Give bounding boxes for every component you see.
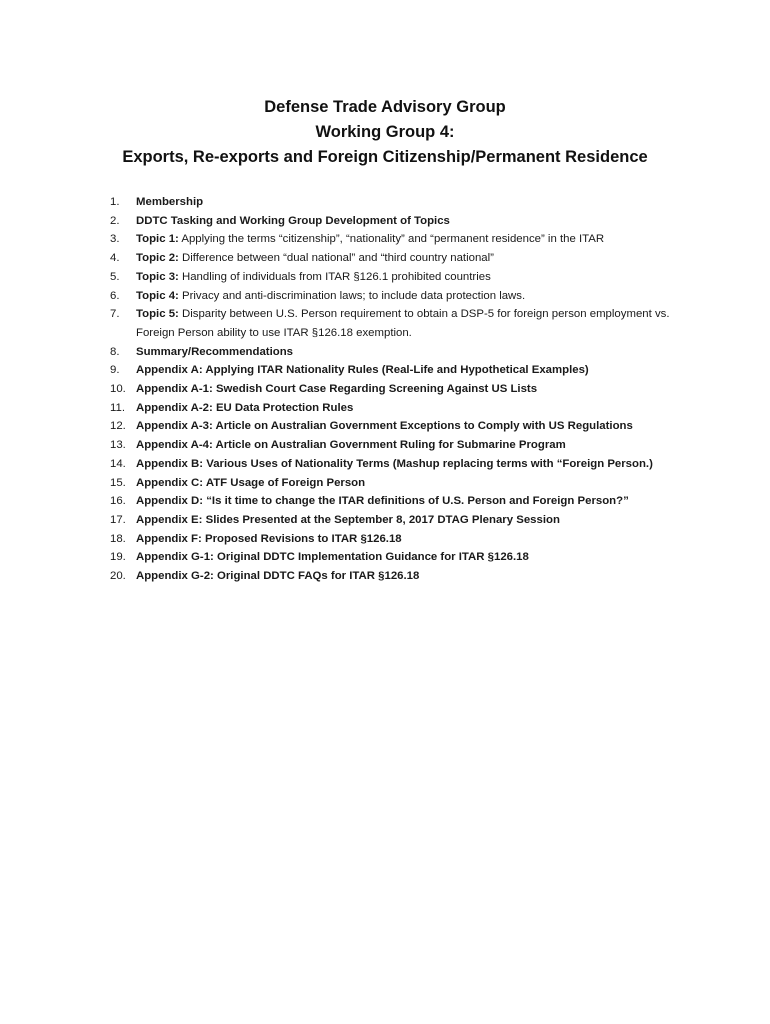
list-item-number: 5. bbox=[110, 270, 120, 283]
list-item-text bbox=[136, 399, 690, 418]
list-item-number: 14. bbox=[110, 457, 126, 470]
list-item-text bbox=[136, 492, 690, 511]
list-item bbox=[110, 511, 690, 530]
list-item-number: 12. bbox=[110, 420, 126, 433]
list-item-text bbox=[136, 212, 690, 231]
list-item-number: 1. bbox=[110, 196, 120, 208]
list-item-heading: Topic 4: bbox=[136, 289, 179, 302]
list-item bbox=[110, 230, 690, 249]
list-item-heading: Topic 5: bbox=[136, 308, 179, 321]
list-item-description: Handling of individuals from ITAR §126.1 prohibited countries bbox=[178, 270, 491, 283]
list-item-heading: Topic 2: bbox=[136, 252, 179, 265]
list-item-number: 11. bbox=[110, 401, 125, 414]
list-item-heading: Appendix A-3: Article on Australian Government Exceptions to Comply with US Regulations bbox=[136, 420, 633, 433]
table-of-contents bbox=[110, 193, 690, 586]
list-item-number: 7. bbox=[110, 308, 120, 321]
list-item-description: Disparity between U.S. Person requirement to obtain a DSP-5 for foreign person employment vs. Foreign Person ability to use ITAR §126.18 exemption. bbox=[136, 308, 670, 339]
list-item-number: 9. bbox=[110, 364, 120, 377]
list-item bbox=[110, 287, 690, 306]
list-item bbox=[110, 548, 690, 567]
list-item-heading: Appendix G-2: Original DDTC FAQs for ITAR §126.18 bbox=[136, 570, 420, 583]
list-item-heading: Appendix A-1: Swedish Court Case Regarding Screening Against US Lists bbox=[136, 383, 538, 396]
list-item-number: 6. bbox=[110, 289, 120, 302]
list-item-heading: Topic 3: bbox=[136, 270, 179, 283]
list-item-heading: Appendix D: “Is it time to change the ITAR definitions of U.S. Person and Foreign Person?” bbox=[136, 495, 629, 508]
list-item-number: 10. bbox=[110, 383, 126, 396]
list-item bbox=[110, 343, 690, 362]
list-item-number: 17. bbox=[110, 513, 126, 526]
list-item-text bbox=[136, 305, 690, 342]
list-item-text bbox=[136, 417, 690, 436]
list-item-text bbox=[136, 343, 690, 362]
title-line-3: Exports, Re-exports and Foreign Citizenship/Permanent Residence bbox=[122, 148, 648, 166]
list-item-heading: Appendix B: Various Uses of Nationality Terms (Mashup replacing terms with “Foreign Person.) bbox=[136, 457, 653, 470]
list-item-number: 15. bbox=[110, 476, 126, 489]
list-item-text bbox=[136, 455, 690, 474]
list-item-text bbox=[136, 548, 690, 567]
list-item bbox=[110, 417, 690, 436]
list-item-text bbox=[136, 380, 690, 399]
list-item bbox=[110, 305, 690, 342]
list-item-number: 13. bbox=[110, 439, 126, 452]
list-item-text bbox=[136, 530, 690, 549]
list-item-description: Difference between “dual national” and “third country national” bbox=[178, 252, 494, 265]
list-item-number: 20. bbox=[110, 570, 126, 583]
list-item-heading: Appendix A-4: Article on Australian Government Ruling for Submarine Program bbox=[136, 439, 566, 452]
list-item bbox=[110, 268, 690, 287]
list-item-number: 19. bbox=[110, 551, 126, 564]
list-item-text bbox=[136, 193, 690, 212]
list-item-text bbox=[136, 567, 690, 586]
list-item-text bbox=[136, 230, 690, 249]
list-item-number: 3. bbox=[110, 233, 120, 246]
list-item-description: Privacy and anti-discrimination laws; to include data protection laws. bbox=[178, 289, 526, 302]
list-item-heading: Summary/Recommendations bbox=[136, 345, 293, 358]
list-item-description: Applying the terms “citizenship”, “nationality” and “permanent residence” in the ITAR bbox=[178, 233, 605, 246]
list-item-heading: Appendix E: Slides Presented at the September 8, 2017 DTAG Plenary Session bbox=[136, 513, 560, 526]
list-item-text bbox=[136, 474, 690, 493]
list-item-text bbox=[136, 511, 690, 530]
list-item-heading: Membership bbox=[136, 196, 204, 208]
title-line-1: Defense Trade Advisory Group bbox=[264, 98, 506, 116]
list-item-number: 18. bbox=[110, 532, 126, 545]
list-item-heading: DDTC Tasking and Working Group Development of Topics bbox=[136, 214, 450, 227]
list-item-text bbox=[136, 287, 690, 306]
list-item bbox=[110, 455, 690, 474]
list-item bbox=[110, 567, 690, 586]
list-item bbox=[110, 249, 690, 268]
list-item bbox=[110, 436, 690, 455]
list-item-number: 2. bbox=[110, 214, 120, 227]
list-item-text bbox=[136, 249, 690, 268]
list-item-number: 8. bbox=[110, 345, 120, 358]
list-item-heading: Appendix G-1: Original DDTC Implementation Guidance for ITAR §126.18 bbox=[136, 551, 529, 564]
list-item bbox=[110, 193, 690, 212]
list-item bbox=[110, 474, 690, 493]
list-item-heading: Appendix F: Proposed Revisions to ITAR §126.18 bbox=[136, 532, 402, 545]
list-item-text bbox=[136, 436, 690, 455]
title-line-2: Working Group 4: bbox=[315, 123, 455, 141]
list-item-text bbox=[136, 361, 690, 380]
list-item-number: 4. bbox=[110, 252, 120, 265]
list-item-heading: Appendix A-2: EU Data Protection Rules bbox=[136, 401, 354, 414]
list-item-heading: Topic 1: bbox=[136, 233, 179, 246]
list-item bbox=[110, 212, 690, 231]
list-item-heading: Appendix A: Applying ITAR Nationality Rules (Real-Life and Hypothetical Examples) bbox=[136, 364, 589, 377]
list-item bbox=[110, 361, 690, 380]
list-item-text bbox=[136, 268, 690, 287]
list-item-heading: Appendix C: ATF Usage of Foreign Person bbox=[136, 476, 366, 489]
document-title bbox=[60, 95, 710, 170]
list-item-number: 16. bbox=[110, 495, 126, 508]
list-item bbox=[110, 492, 690, 511]
list-item bbox=[110, 380, 690, 399]
list-item bbox=[110, 530, 690, 549]
list-item bbox=[110, 399, 690, 418]
